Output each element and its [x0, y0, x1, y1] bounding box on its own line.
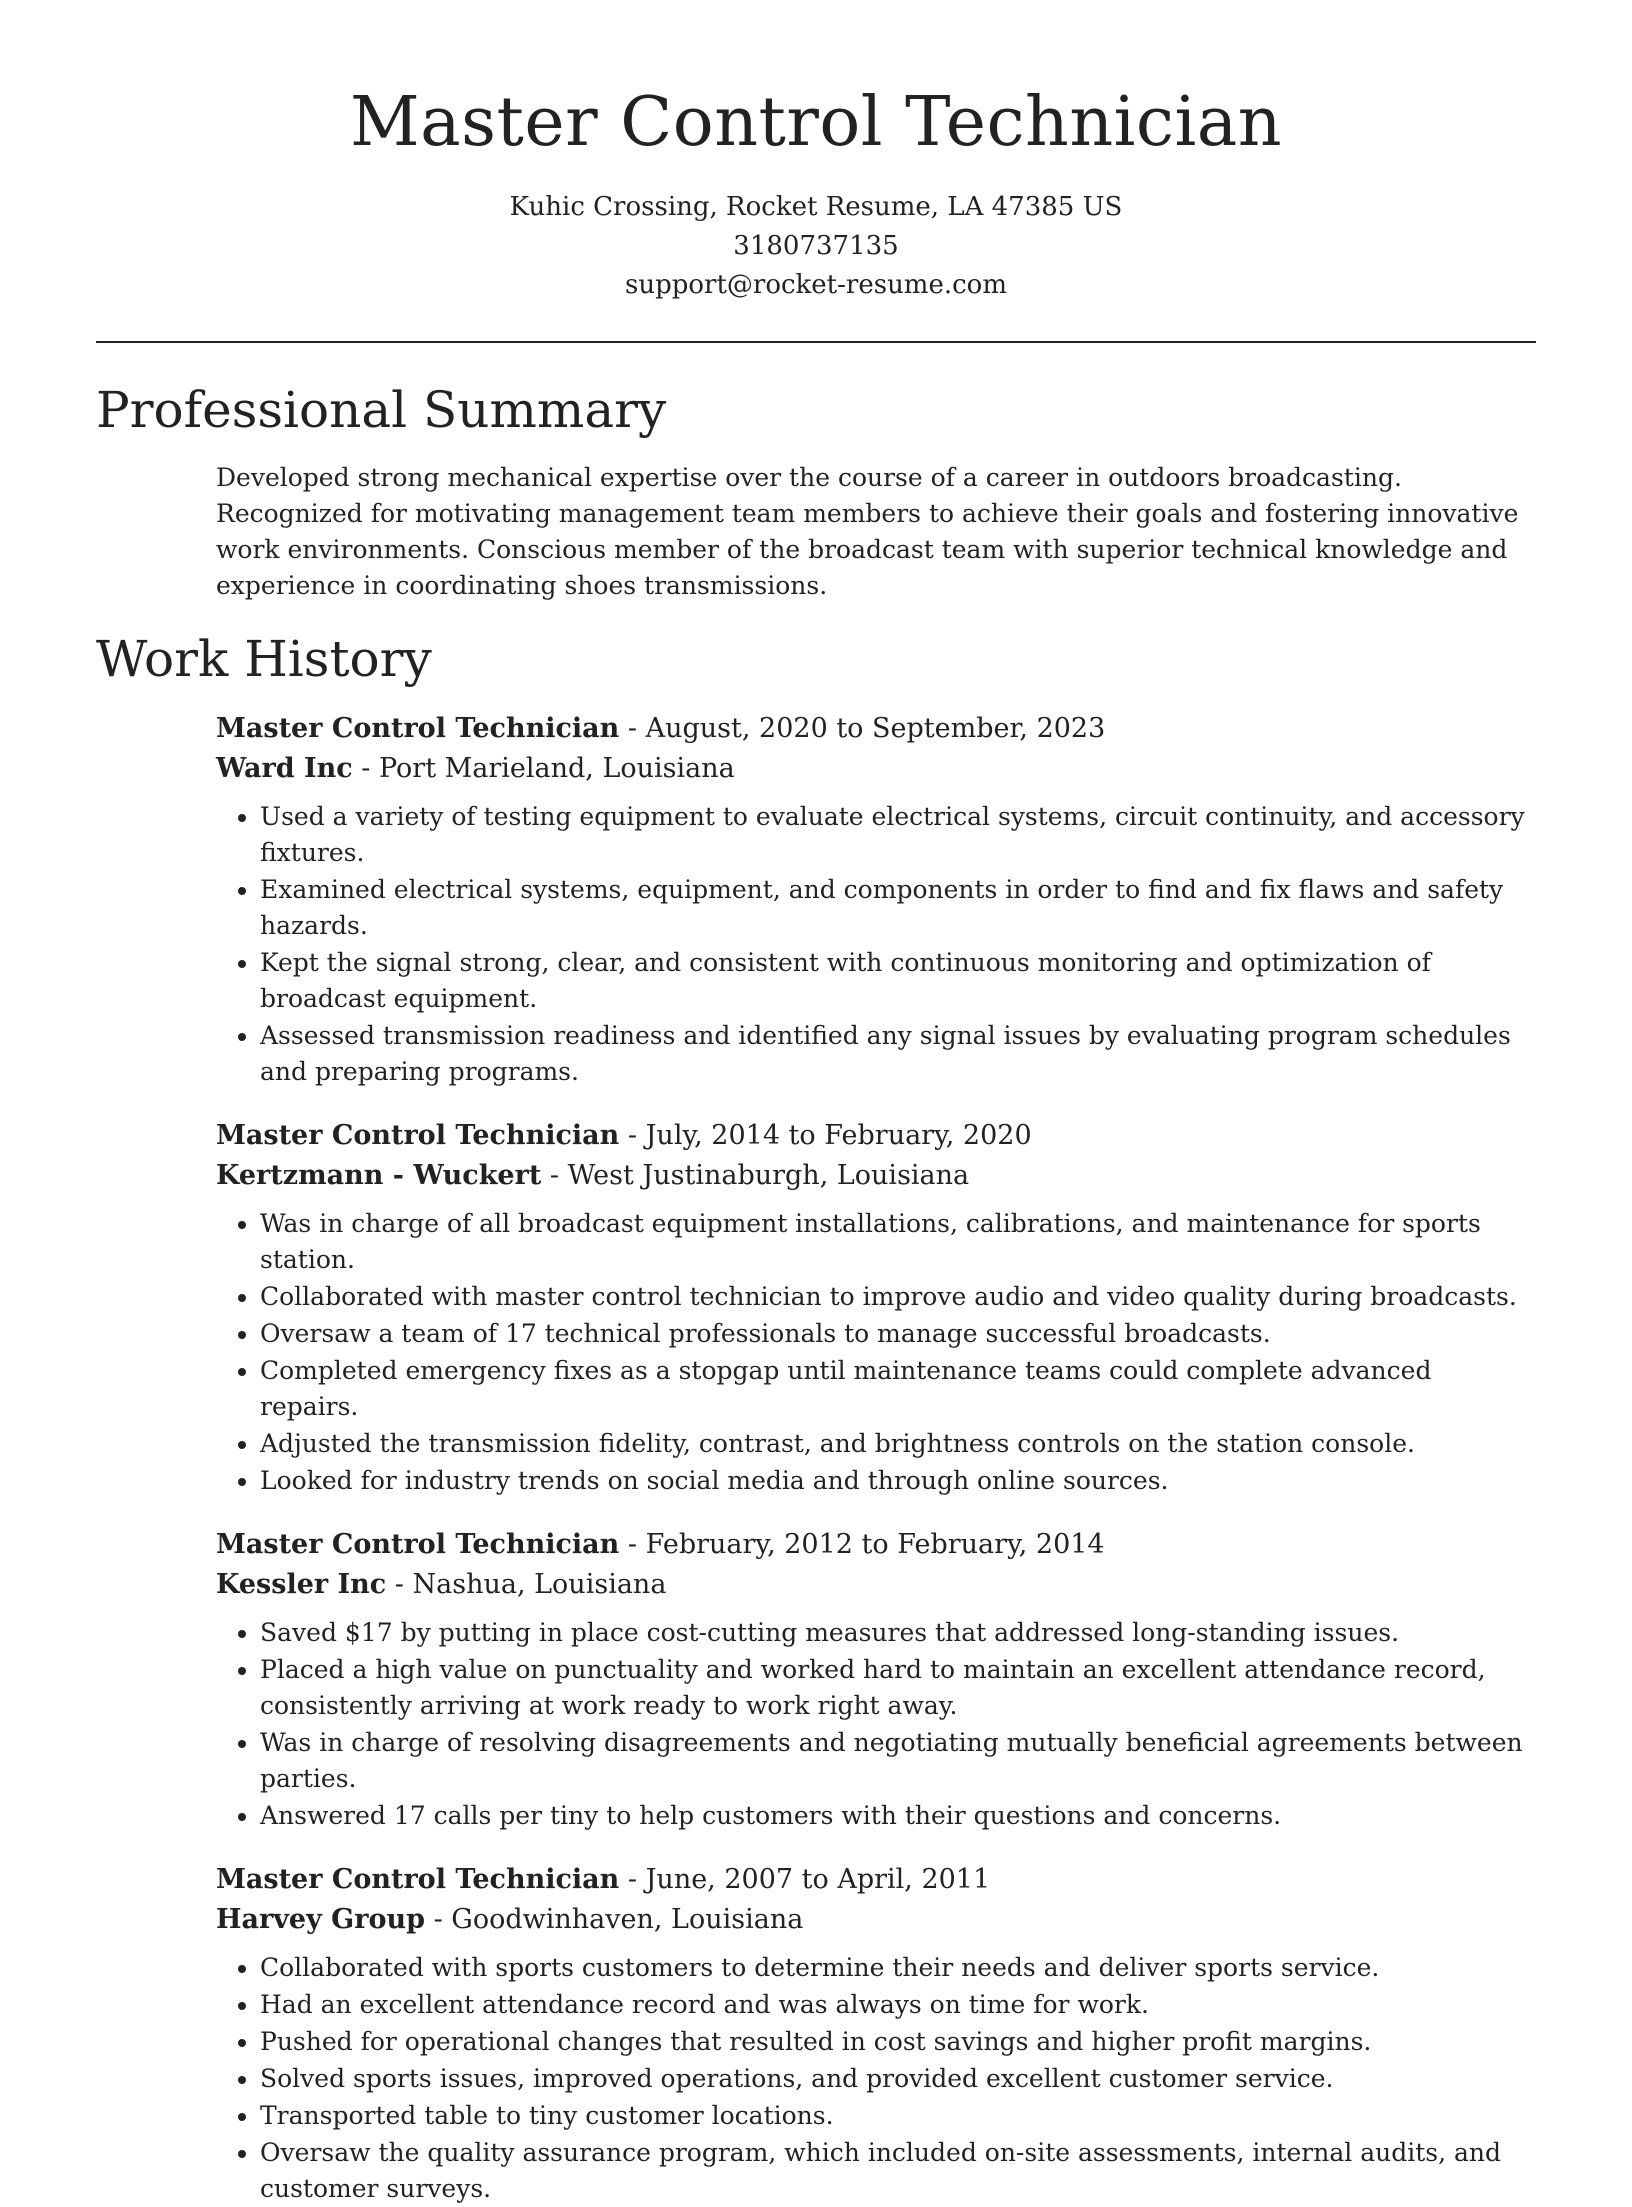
duty-item: • Placed a high value on punctuality and worked hard to maintain an excellent attendance record, consistently arriving at work ready to work right away.: [260, 1652, 1536, 1724]
duty-item: • Kept the signal strong, clear, and consistent with continuous monitoring and optimization of broadcast equipment.: [260, 945, 1536, 1017]
job-entry: [216, 1525, 1536, 1834]
contact-info: [96, 188, 1536, 305]
duty-item: • Used a variety of testing equipment to evaluate electrical systems, circuit continuity, and accessory fixtures.: [260, 799, 1536, 871]
duty-item: • Was in charge of all broadcast equipment installations, calibrations, and maintenance for sports station.: [260, 1206, 1536, 1278]
candidate-name: Master Control Technician: [349, 83, 1283, 162]
job-company: Ward Inc: [216, 753, 353, 785]
job-location: - West Justinaburgh, Louisiana: [541, 1160, 970, 1192]
job-entry: [216, 1860, 1536, 2207]
duty-item: • Transported table to tiny customer locations.: [260, 2098, 1536, 2134]
professional-summary-section: [96, 383, 1536, 604]
job-company-line: [216, 1900, 1536, 1940]
job-duties: [216, 1950, 1536, 2207]
job-title: Master Control Technician: [216, 713, 620, 745]
duty-item: • Completed emergency fixes as a stopgap until maintenance teams could complete advanced repairs.: [260, 1353, 1536, 1425]
job-title: Master Control Technician: [216, 1864, 620, 1896]
job-company-line: [216, 1156, 1536, 1196]
duty-item: • Looked for industry trends on social media and through online sources.: [260, 1463, 1536, 1499]
duty-item: • Collaborated with sports customers to determine their needs and deliver sports service.: [260, 1950, 1536, 1986]
contact-phone: 3180737135: [733, 231, 899, 262]
job-company-line: [216, 1565, 1536, 1605]
job-company: Kessler Inc: [216, 1569, 387, 1601]
job-title-line: [216, 1525, 1536, 1565]
header-divider: [96, 341, 1536, 343]
job-location: - Nashua, Louisiana: [386, 1569, 667, 1601]
duty-item: • Examined electrical systems, equipment, and components in order to find and fix flaws and safety hazards.: [260, 872, 1536, 944]
resume-header: [96, 0, 1536, 305]
duty-item: • Adjusted the transmission fidelity, contrast, and brightness controls on the station console.: [260, 1426, 1536, 1462]
job-title-line: [216, 1860, 1536, 1900]
work-history-heading: Work History: [96, 630, 432, 689]
duty-item: • Answered 17 calls per tiny to help customers with their questions and concerns.: [260, 1798, 1536, 1834]
job-duties: [216, 799, 1536, 1090]
contact-email: support@rocket-resume.com: [624, 270, 1007, 301]
duty-item: • Pushed for operational changes that resulted in cost savings and higher profit margins.: [260, 2024, 1536, 2060]
duty-item: • Collaborated with master control technician to improve audio and video quality during broadcasts.: [260, 1279, 1536, 1315]
summary-text: Developed strong mechanical expertise over the course of a career in outdoors broadcasting. Recognized for motivating management team members to achieve their goals and fostering innovative work environments. Conscious member of the broadcast team with superior technical knowledge and experience in coordinating shoes transmissions.: [216, 463, 1519, 601]
job-duties: [216, 1615, 1536, 1834]
job-dates: - February, 2012 to February, 2014: [619, 1529, 1105, 1561]
duty-item: • Oversaw a team of 17 technical professionals to manage successful broadcasts.: [260, 1316, 1536, 1352]
job-title-line: [216, 1116, 1536, 1156]
duty-item: • Was in charge of resolving disagreements and negotiating mutually beneficial agreements between parties.: [260, 1725, 1536, 1797]
job-entry: [216, 709, 1536, 1090]
job-duties: [216, 1206, 1536, 1499]
duty-item: • Assessed transmission readiness and identified any signal issues by evaluating program schedules and preparing programs.: [260, 1018, 1536, 1090]
job-company: Harvey Group: [216, 1904, 425, 1936]
duty-item: • Saved $17 by putting in place cost-cutting measures that addressed long-standing issues.: [260, 1615, 1536, 1651]
job-title: Master Control Technician: [216, 1120, 620, 1152]
job-dates: - July, 2014 to February, 2020: [619, 1120, 1032, 1152]
duty-item: • Oversaw the quality assurance program, which included on-site assessments, internal audits, and customer surveys.: [260, 2135, 1536, 2207]
duty-item: • Solved sports issues, improved operations, and provided excellent customer service.: [260, 2061, 1536, 2097]
job-title: Master Control Technician: [216, 1529, 620, 1561]
job-dates: - June, 2007 to April, 2011: [619, 1864, 991, 1896]
job-company-line: [216, 749, 1536, 789]
job-dates: - August, 2020 to September, 2023: [619, 713, 1106, 745]
work-history-section: [96, 632, 1536, 2207]
job-title-line: [216, 709, 1536, 749]
contact-address: Kuhic Crossing, Rocket Resume, LA 47385 US: [509, 192, 1123, 223]
job-location: - Port Marieland, Louisiana: [352, 753, 735, 785]
summary-heading: Professional Summary: [96, 381, 667, 440]
job-entry: [216, 1116, 1536, 1499]
job-company: Kertzmann - Wuckert: [216, 1160, 542, 1192]
job-location: - Goodwinhaven, Louisiana: [425, 1904, 804, 1936]
duty-item: • Had an excellent attendance record and was always on time for work.: [260, 1987, 1536, 2023]
